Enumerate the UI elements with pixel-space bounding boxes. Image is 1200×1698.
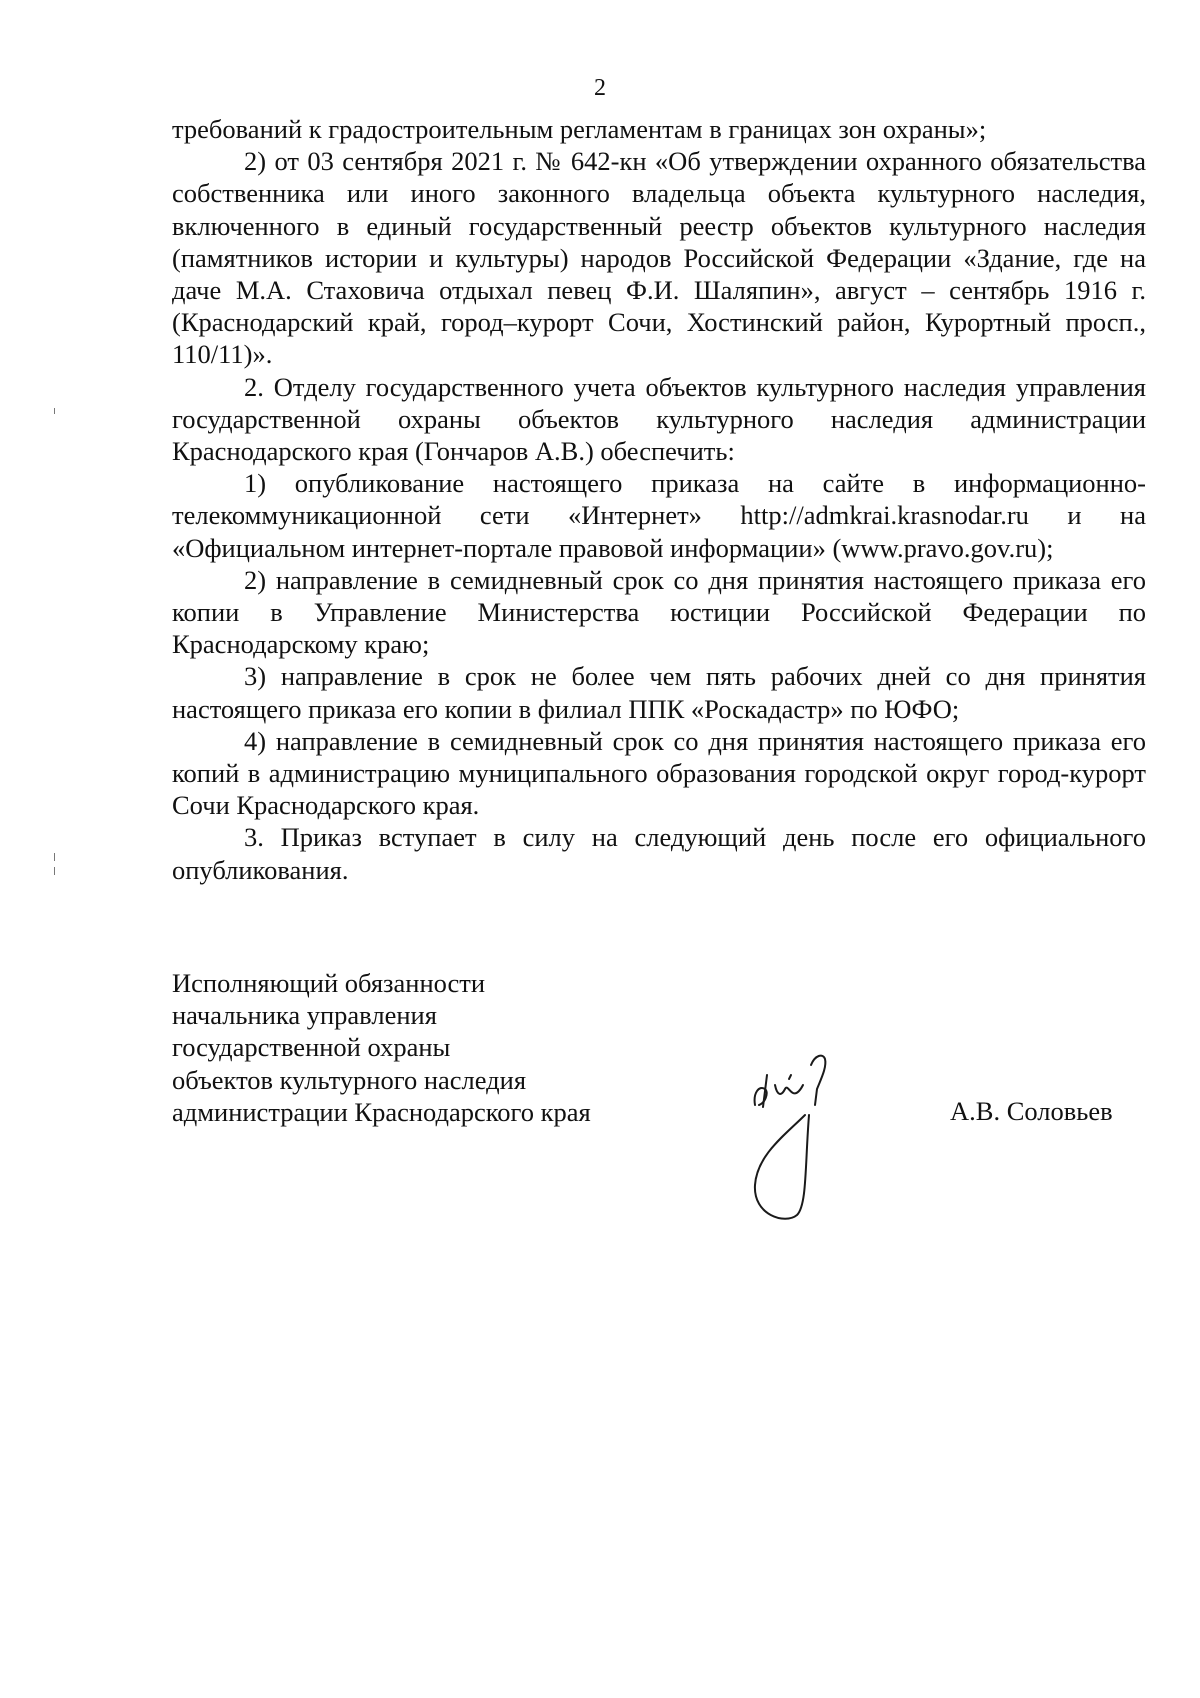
paragraph-clause-3: 3. Приказ вступает в силу на следующий день после его официального опубликования.: [172, 822, 1146, 885]
paragraph-subclause-2: 2) направление в семидневный срок со дня принятия настоящего приказа его копии в Управление Министерства юстиции Российской Федерации по Краснодарскому краю;: [172, 564, 1146, 660]
document-body: [172, 113, 1146, 886]
paragraph-continuation: требований к градостроительным регламентам в границах зон охраны»;: [172, 114, 987, 144]
paragraph-order-item-2: 2) от 03 сентября 2021 г. № 642-кн «Об утверждении охранного обязательства собственника или иного законного владельца объекта культурного наследия, включенного в единый государственный реестр объектов культурного наследия (памятников истории и культуры) народов Российской Федерации «Здание, где на даче М.А. Стаховича отдыхал певец Ф.И. Шаляпин», август – сентябрь 1916 г. (Краснодарский край, город–курорт Сочи, Хостинский район, Курортный просп., 110/11)».: [172, 146, 1146, 370]
handwritten-signature: [745, 1045, 865, 1235]
signatory-position-line: начальника управления: [172, 1000, 437, 1031]
paragraph-clause-2: 2. Отделу государственного учета объектов культурного наследия управления государственной охраны объектов культурного наследия администрации Краснодарского края (Гончаров А.В.) обеспечить:: [172, 371, 1146, 467]
scan-margin-mark: [54, 408, 55, 414]
paragraph-subclause-1: 1) опубликование настоящего приказа на сайте в информационно-телекоммуникационной сети «Интернет» http://admkrai.krasnodar.ru и на «Официальном интернет-портале правовой информации» (www.pravo.gov.ru);: [172, 468, 1146, 563]
signatory-position: [172, 967, 591, 1128]
scan-margin-mark: [54, 867, 55, 875]
scan-margin-mark: [54, 853, 55, 861]
paragraph-subclause-3: 3) направление в срок не более чем пять рабочих дней со дня принятия настоящего приказа его копии в филиал ППК «Роскадастр» по ЮФО;: [172, 661, 1146, 724]
signatory-position-line: объектов культурного наследия: [172, 1064, 527, 1095]
page-number: 2: [594, 75, 606, 101]
paragraph-subclause-4: 4) направление в семидневный срок со дня принятия настоящего приказа его копий в администрацию муниципального образования городской округ город-курорт Сочи Краснодарского края.: [172, 725, 1146, 821]
signatory-name: А.В. Соловьев: [950, 1096, 1113, 1126]
signatory-position-line: администрации Краснодарского края: [172, 1096, 591, 1127]
signatory-position-line: государственной охраны: [172, 1032, 451, 1063]
signatory-position-line: Исполняющий обязанности: [172, 968, 486, 998]
